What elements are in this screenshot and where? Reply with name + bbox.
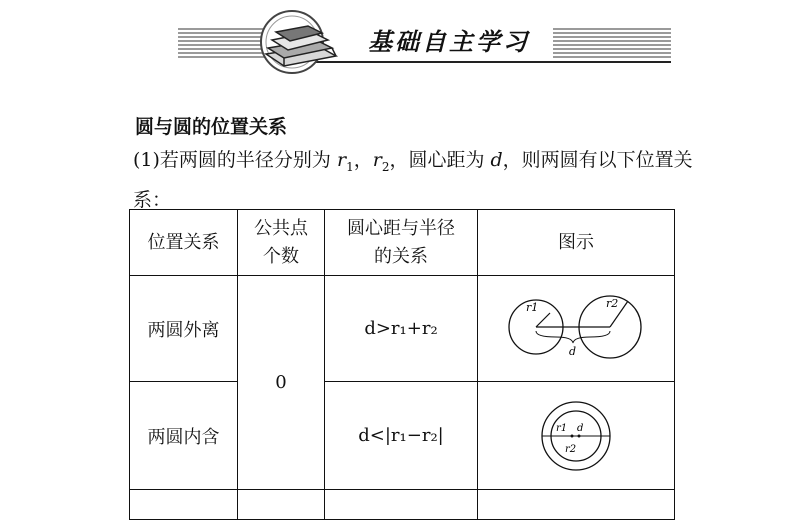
section-banner: [0, 0, 794, 95]
relation-table: [129, 209, 675, 520]
header-relation: [130, 210, 238, 276]
label-r1: r1: [526, 300, 539, 314]
header-diagram-line: 图示: [558, 231, 594, 253]
intro-paragraph: [133, 144, 693, 217]
label-r2: r2: [606, 296, 619, 310]
row-diagram-cell: [478, 276, 675, 382]
contained-circles-diagram: [531, 396, 621, 476]
banner-rule: [300, 61, 671, 63]
header-distance-relation: [325, 210, 478, 276]
table-row-partial: [130, 490, 675, 520]
separate-circles-diagram: [506, 293, 646, 365]
label-d: d: [569, 344, 577, 358]
banner-title: 基础自主学习: [368, 27, 530, 56]
var-r1: r: [336, 149, 347, 171]
label-r1: r1: [556, 422, 568, 434]
header-distance-line2: 的关系: [374, 245, 428, 267]
row-formula: d<|r₁−r₂|: [325, 382, 478, 490]
banner-decor-lines-left: [178, 28, 268, 58]
para-prefix: (1)若两圆的半径分别为: [133, 149, 337, 171]
row-relation: 两圆内含: [130, 382, 238, 490]
row-relation: 两圆外离: [130, 276, 238, 382]
header-relation-line: 位置关系: [147, 231, 220, 253]
book-stack-icon: [258, 8, 338, 78]
para-mid: ，圆心距为: [389, 149, 491, 171]
banner-decor-lines-right: [553, 28, 671, 58]
header-diagram: [478, 210, 675, 276]
para-comma: ，: [353, 149, 373, 171]
row-common-points: 0: [238, 276, 325, 490]
var-r2: r: [372, 149, 382, 171]
header-distance-line1: 圆心距与半径: [347, 217, 455, 239]
table-row: [130, 276, 675, 382]
header-common-points-line2: 个数: [263, 245, 299, 267]
row-formula: d>r₁+r₂: [325, 276, 478, 382]
label-d: d: [577, 422, 584, 434]
row-diagram-cell: [478, 382, 675, 490]
header-common-points-line1: 公共点: [254, 217, 308, 239]
var-r1-sub: 1: [346, 159, 354, 174]
header-common-points: [238, 210, 325, 276]
var-d: d: [490, 149, 503, 171]
section-heading: 圆与圆的位置关系: [135, 116, 288, 138]
var-r2-sub: 2: [381, 159, 390, 174]
label-r2: r2: [565, 443, 577, 455]
table-row: [130, 382, 675, 490]
table-header-row: [130, 210, 675, 276]
para-suffix: ，则两圆有以下位置关系：: [133, 149, 693, 211]
